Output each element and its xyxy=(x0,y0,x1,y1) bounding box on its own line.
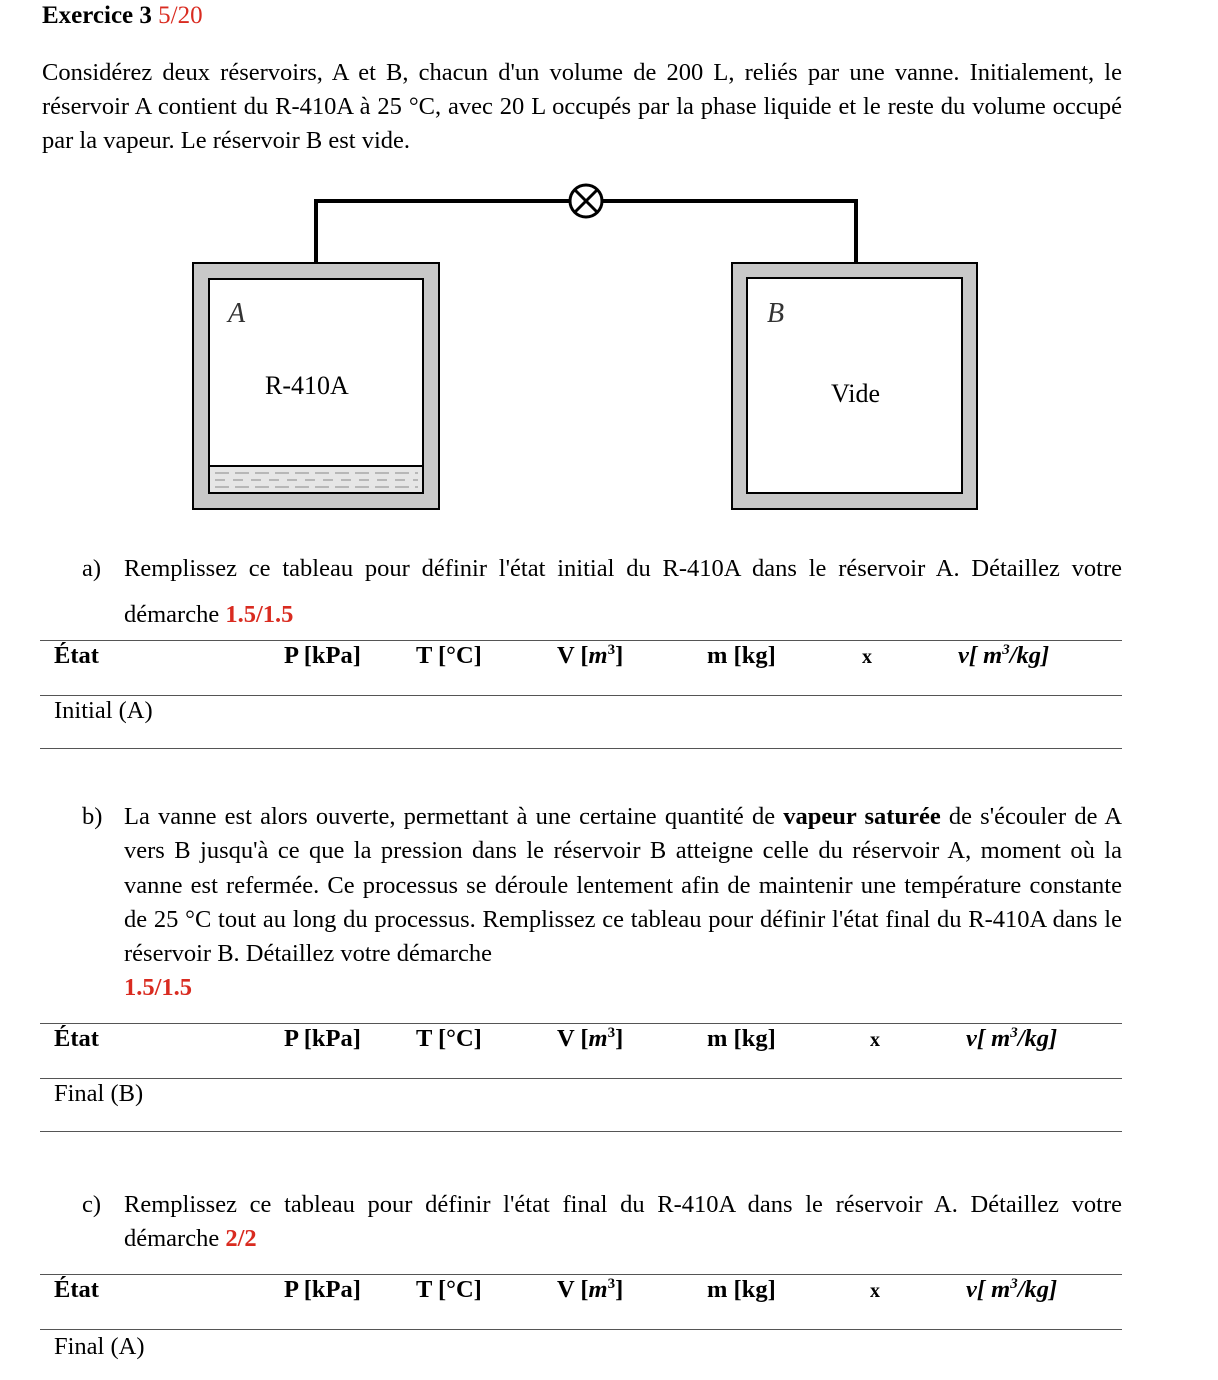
question-c-text: Remplissez ce tableau pour définir l'état final du R-410A dans le réservoir A. Détaillez votre démarche xyxy=(124,1191,1122,1252)
question-b-text-bold: vapeur saturée xyxy=(783,803,941,830)
header-specific-volume: v[ $m^3/kg$] xyxy=(966,1024,1058,1052)
header-volume: V $[m^3]$ xyxy=(557,641,624,669)
liquid-phase xyxy=(210,466,422,492)
question-b-text-after: de s'écouler de A vers B jusqu'à ce que la pression dans le réservoir B atteigne celle du réservoir A, moment où la vanne est refermée. Ce processus se déroule lentement afin de maintenir une température constante de 25 °C tout au long du processus. Remplissez ce tableau pour définir l'état final du R-410A dans le réservoir B. Détaillez votre démarche xyxy=(124,803,1123,968)
header-quality: x xyxy=(870,1029,880,1051)
header-volume: V $[m^3]$ xyxy=(557,1275,624,1303)
question-a xyxy=(82,546,1122,638)
row-initial-a-state: Initial (A) xyxy=(54,697,153,724)
header-pressure: P [kPa] xyxy=(284,1025,361,1052)
header-pressure: P [kPa] xyxy=(284,1276,361,1303)
header-temperature: T [°C] xyxy=(416,1025,482,1052)
header-specific-volume: v[ $m^3/kg$] xyxy=(966,1275,1058,1303)
valve-icon xyxy=(570,185,602,217)
header-mass: m [kg] xyxy=(707,1025,776,1052)
question-a-points: 1.5/1.5 xyxy=(225,601,294,628)
header-temperature: T [°C] xyxy=(416,1276,482,1303)
question-b-points: 1.5/1.5 xyxy=(124,974,193,1002)
question-b xyxy=(82,800,1122,1006)
header-state: État xyxy=(54,1276,99,1303)
tank-a-label: A xyxy=(228,298,246,329)
question-a-text: Remplissez ce tableau pour définir l'état initial du R-410A dans le réservoir A. Détaillez votre démarche xyxy=(124,555,1122,628)
question-a-label: a) xyxy=(82,555,102,582)
header-quality: x xyxy=(870,1280,880,1302)
header-specific-volume: v[ $m^3/kg$] xyxy=(958,641,1050,669)
header-pressure: P [kPa] xyxy=(284,642,361,669)
tank-diagram xyxy=(0,0,1218,540)
exercise-points: 5/20 xyxy=(158,2,203,29)
row-final-a-state: Final (A) xyxy=(54,1333,145,1360)
question-c xyxy=(82,1188,1122,1256)
tank-a-content: R-410A xyxy=(265,371,349,400)
row-final-b-state: Final (B) xyxy=(54,1080,144,1107)
tank-b-label: B xyxy=(767,298,785,329)
question-c-points: 2/2 xyxy=(225,1225,257,1252)
question-b-label: b) xyxy=(82,803,103,830)
tank-b-content: Vide xyxy=(831,379,880,408)
intro-paragraph: Considérez deux réservoirs, A et B, chacun d'un volume de 200 L, reliés par une vanne. Initialement, le réservoir A contient du R-410A à 25 °C, avec 20 L occupés par la phase liquide et le reste du volume occupé par la vapeur. Le réservoir B est vide. xyxy=(42,59,1122,154)
header-state: État xyxy=(54,1025,99,1052)
header-temperature: T [°C] xyxy=(416,642,482,669)
header-state: État xyxy=(54,642,99,669)
exercise-title-text: Exercice 3 xyxy=(42,2,152,29)
header-quality: x xyxy=(862,646,872,668)
header-mass: m [kg] xyxy=(707,642,776,669)
header-mass: m [kg] xyxy=(707,1276,776,1303)
question-b-text-before: La vanne est alors ouverte, permettant à une certaine quantité de xyxy=(124,803,776,830)
question-c-label: c) xyxy=(82,1191,102,1218)
header-volume: V $[m^3]$ xyxy=(557,1024,624,1052)
